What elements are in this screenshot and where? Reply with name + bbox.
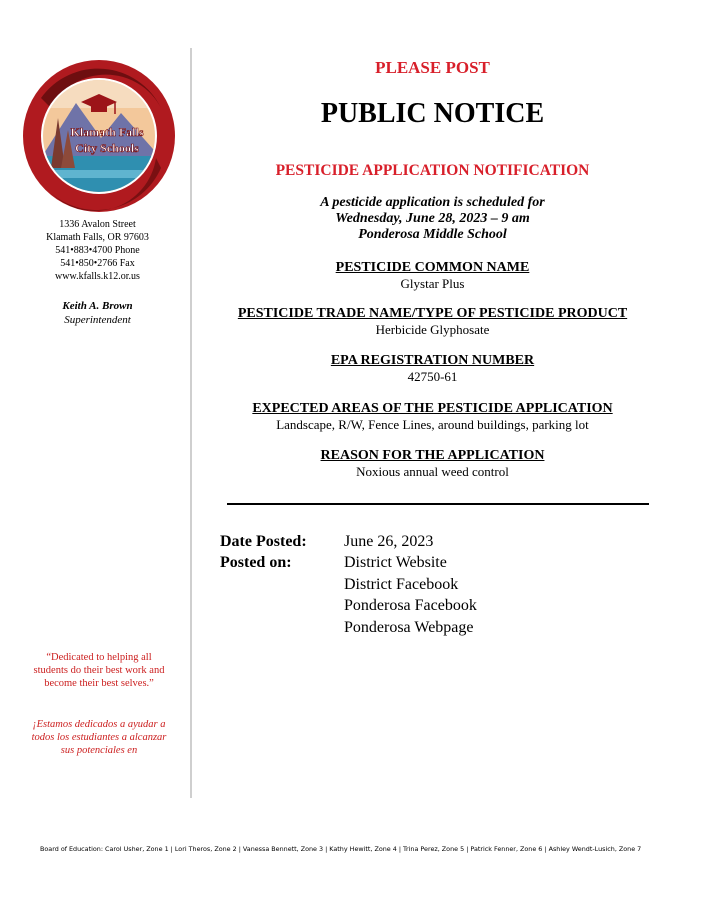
schedule-line-1: A pesticide application is scheduled for xyxy=(320,195,545,210)
motto-english: “Dedicated to helping all students do their best work and become their best selves.” xyxy=(33,652,165,689)
section-heading: REASON FOR THE APPLICATION xyxy=(320,448,545,463)
section-common-name xyxy=(200,260,665,291)
schedule-line-2: Wednesday, June 28, 2023 – 9 am xyxy=(335,211,530,226)
section-heading: PESTICIDE TRADE NAME/TYPE OF PESTICIDE PRODUCT xyxy=(237,306,628,321)
address-website: www.kfalls.k12.or.us xyxy=(55,271,140,282)
date-posted-value: June 26, 2023 xyxy=(344,533,434,550)
section-heading: EXPECTED AREAS OF THE PESTICIDE APPLICATION xyxy=(252,401,613,416)
address-phone: 541•883•4700 Phone xyxy=(55,245,140,256)
section-heading: PESTICIDE COMMON NAME xyxy=(335,260,530,275)
board-of-education-footer: Board of Education: Carol Usher, Zone 1 | Lori Theros, Zone 2 | Vanessa Bennett, Zone 3 | Kathy Hewitt, Zone 4 | Trina Perez, Zone 5 | Patrick Fenner, Zone 6 | Ashley Wendt-Lusich, Zone 7 xyxy=(40,845,642,853)
section-trade-name xyxy=(200,306,665,337)
section-value: Herbicide Glyphosate xyxy=(375,322,490,337)
section-value: Noxious annual weed control xyxy=(356,464,509,479)
motto-spanish: ¡Estamos dedicados a ayudar a todos los estudiantes a alcanzar sus potenciales en xyxy=(31,719,167,756)
section-expected-areas xyxy=(200,401,665,432)
district-address xyxy=(20,218,175,283)
section-value: Landscape, R/W, Fence Lines, around buildings, parking lot xyxy=(276,417,589,432)
superintendent-name: Keith A. Brown xyxy=(62,300,133,312)
logo-text-line2: City Schools xyxy=(75,141,139,155)
superintendent-title: Superintendent xyxy=(64,314,131,326)
superintendent-block xyxy=(20,299,175,327)
posted-on-item: District Website xyxy=(344,554,447,571)
posted-on-item: Ponderosa Facebook xyxy=(344,597,477,614)
horizontal-rule xyxy=(227,503,649,505)
section-value: Glystar Plus xyxy=(400,276,465,291)
district-logo xyxy=(21,58,177,214)
page-title: PUBLIC NOTICE xyxy=(320,98,545,129)
date-posted-label: Date Posted: xyxy=(220,533,307,550)
logo-text-line1: Klamath Falls xyxy=(70,125,144,139)
notice-subtitle: PESTICIDE APPLICATION NOTIFICATION xyxy=(275,162,590,179)
sidebar-divider xyxy=(190,48,192,798)
posted-on-label: Posted on: xyxy=(220,554,292,571)
schedule-line-3: Ponderosa Middle School xyxy=(358,227,507,242)
posted-on-item: District Facebook xyxy=(344,576,459,593)
section-epa-number xyxy=(200,353,665,384)
schedule-block xyxy=(200,195,665,243)
posted-on-item: Ponderosa Webpage xyxy=(344,619,474,636)
section-value: 42750-61 xyxy=(407,369,458,384)
section-heading: EPA REGISTRATION NUMBER xyxy=(330,353,535,368)
address-city: Klamath Falls, OR 97603 xyxy=(46,232,149,243)
section-reason xyxy=(200,448,665,479)
address-fax: 541•850•2766 Fax xyxy=(60,258,135,269)
please-post-heading: PLEASE POST xyxy=(375,58,490,77)
address-street: 1336 Avalon Street xyxy=(59,219,136,230)
